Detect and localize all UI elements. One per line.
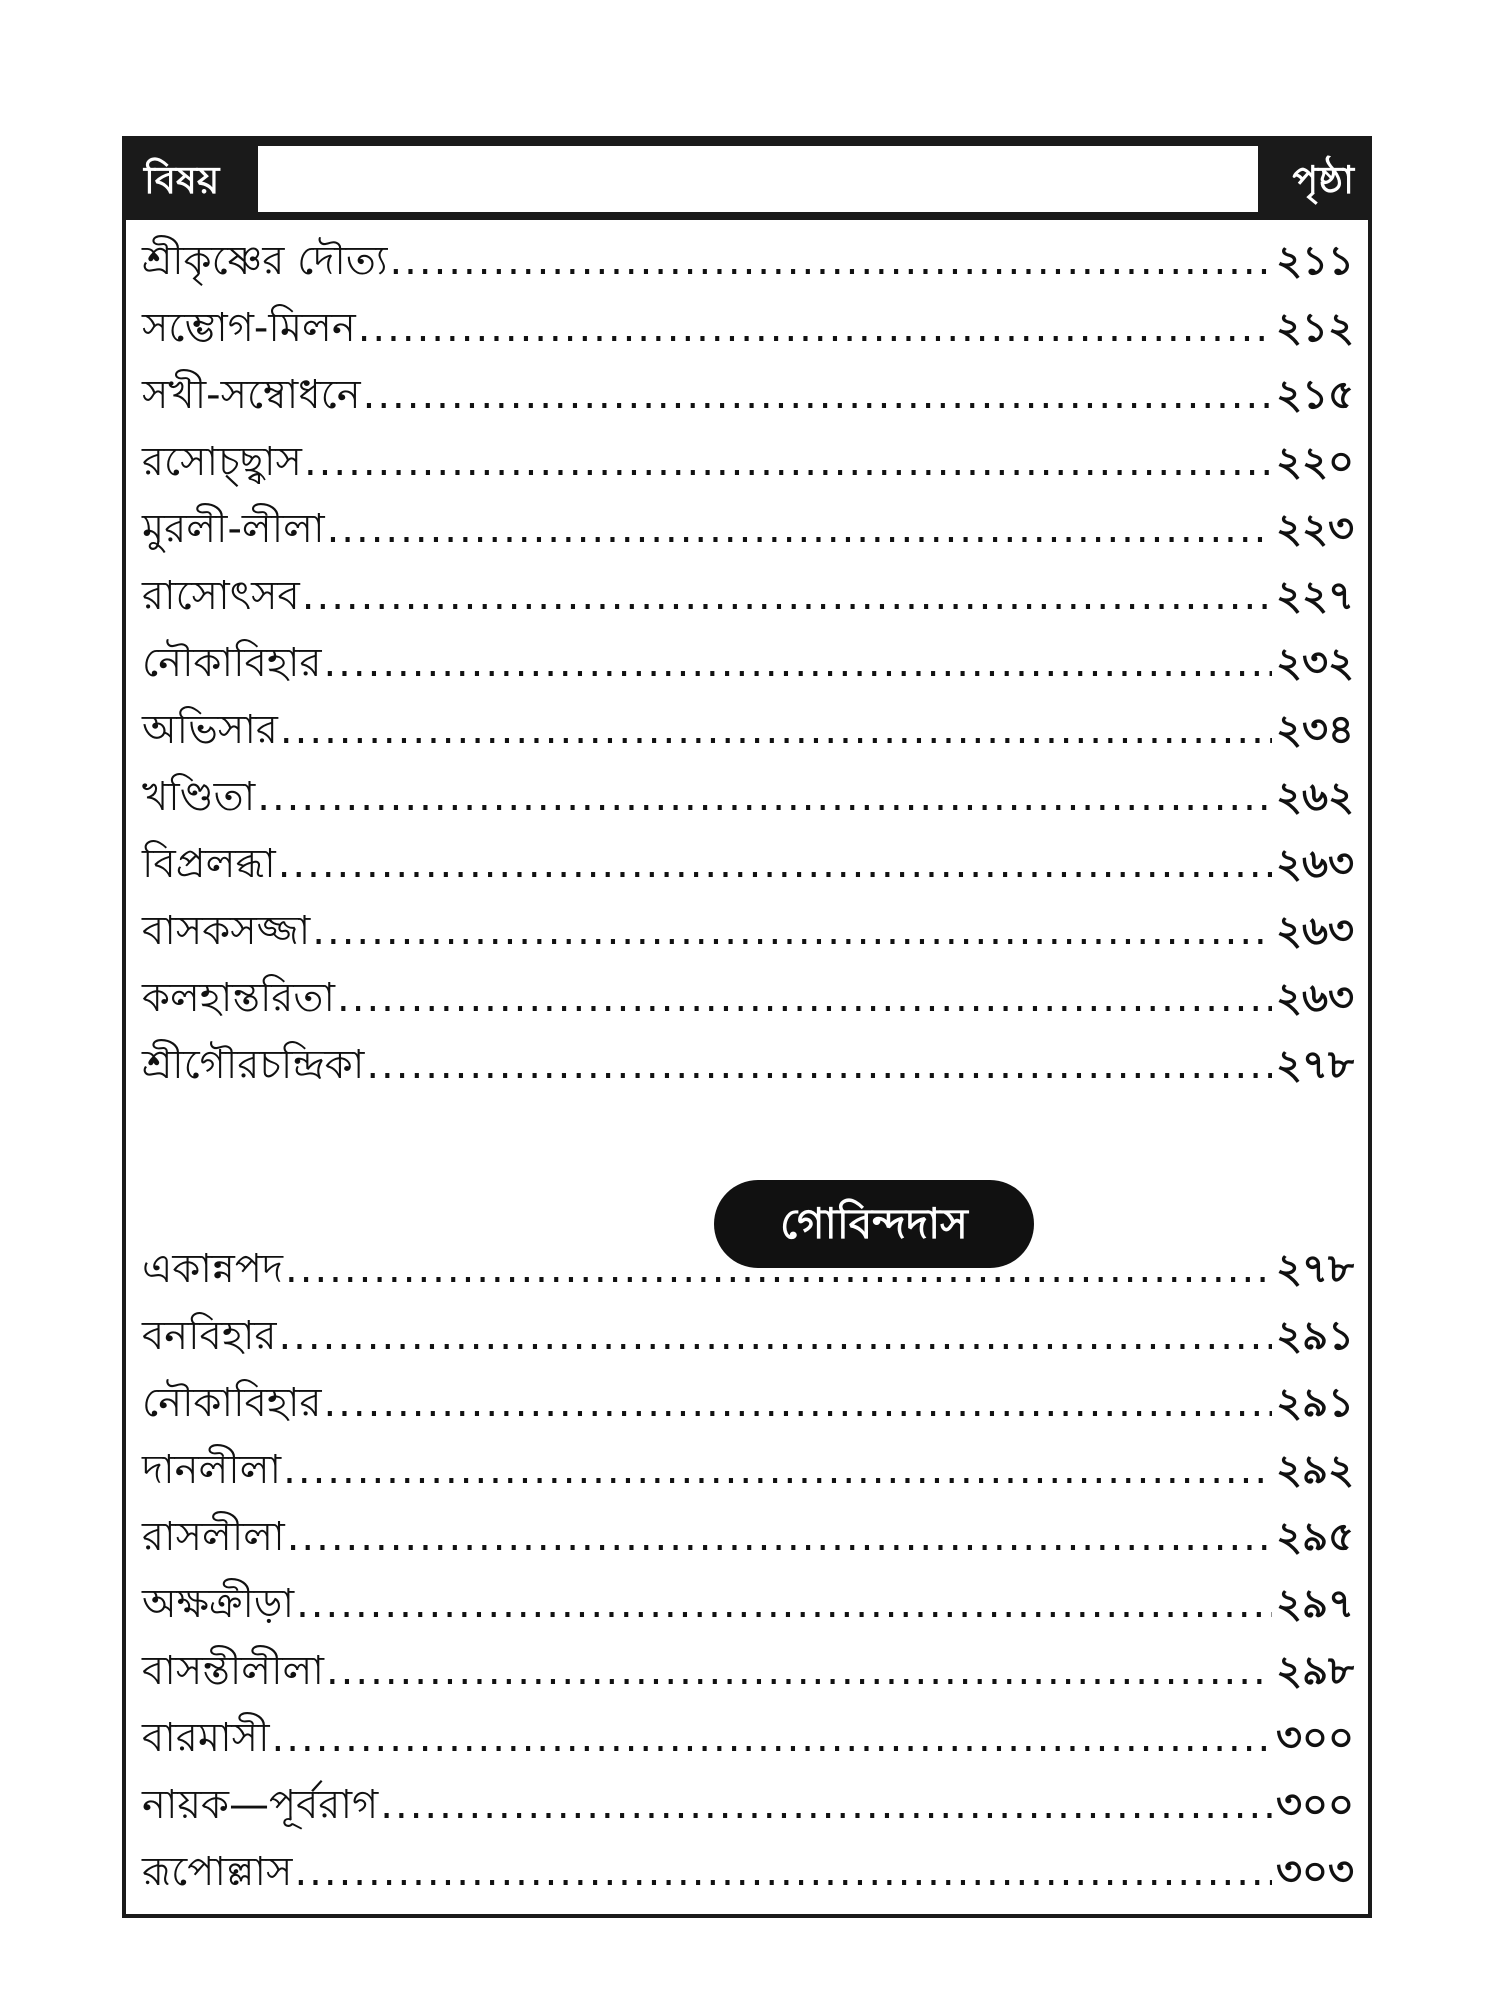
dot-leader: [283, 1437, 1272, 1504]
toc-entry-title: নৌকাবিহার: [142, 1380, 322, 1426]
toc-entry-title: অভিসার: [142, 707, 278, 753]
toc-entry-title: নৌকাবিহার: [142, 640, 322, 686]
dot-leader: [327, 496, 1272, 563]
dot-leader: [323, 630, 1272, 697]
toc-entry: [142, 1638, 1354, 1705]
toc-entry-page: ২৩৪: [1276, 707, 1354, 753]
toc-entry: [142, 1437, 1354, 1504]
toc-entry-title: রাসলীলা: [142, 1514, 285, 1560]
toc-list-section-two: [142, 1236, 1354, 1906]
toc-entry-page: ২৬৩: [1275, 975, 1354, 1021]
toc-entry-page: ২২৭: [1275, 573, 1354, 619]
toc-entry: [142, 1571, 1354, 1638]
toc-entry-page: ২৯৭: [1276, 1581, 1354, 1627]
dot-leader: [358, 295, 1272, 362]
toc-entry-page: ৩০০: [1275, 1782, 1354, 1828]
toc-entry: [142, 429, 1354, 496]
toc-entry: [142, 764, 1354, 831]
toc-list-section-one: [142, 228, 1354, 1099]
toc-entry-title: রাসোৎসব: [142, 573, 300, 619]
toc-entry-title: বাসন্তীলীলা: [142, 1648, 324, 1694]
page-column-header: পৃষ্ঠা: [1292, 158, 1354, 202]
toc-entry: [142, 965, 1354, 1032]
toc-entry-title: মুরলী-লীলা: [142, 506, 325, 552]
dot-leader: [366, 1032, 1272, 1099]
toc-entry-title: দানলীলা: [142, 1447, 282, 1493]
toc-entry-page: ২৯১: [1276, 1380, 1354, 1426]
header-blank-panel: [258, 146, 1258, 212]
toc-entry-title: বিপ্রলব্ধা: [142, 841, 276, 887]
dot-leader: [389, 228, 1272, 295]
toc-entry: [142, 563, 1354, 630]
dot-leader: [278, 831, 1272, 898]
toc-entry-page: ২১৫: [1276, 372, 1354, 418]
toc-entry-page: ২৯৫: [1276, 1514, 1354, 1560]
toc-entry: [142, 295, 1354, 362]
section-heading-badge: গোবিন্দদাস: [714, 1180, 1034, 1268]
toc-entry: [142, 1504, 1354, 1571]
toc-entry-page: ২২৩: [1275, 506, 1354, 552]
toc-entry: [142, 1032, 1354, 1099]
toc-entry: [142, 362, 1354, 429]
toc-entry: [142, 1370, 1354, 1437]
toc-entry: [142, 831, 1354, 898]
dot-leader: [278, 1303, 1272, 1370]
dot-leader: [280, 697, 1272, 764]
toc-entry-title: রূপোল্লাস: [142, 1849, 293, 1895]
dot-leader: [363, 362, 1272, 429]
toc-entry-title: শ্রীগৌরচন্দ্রিকা: [142, 1042, 365, 1088]
toc-entry-title: শ্রীকৃষ্ণের দৌত্য: [142, 238, 388, 284]
toc-entry-title: সম্ভোগ-মিলন: [142, 305, 356, 351]
dot-leader: [287, 1504, 1272, 1571]
toc-entry-title: কলহান্তরিতা: [142, 975, 336, 1021]
toc-entry-page: ২৯৮: [1276, 1648, 1354, 1694]
toc-entry-page: ২৯২: [1276, 1447, 1354, 1493]
toc-entry: [142, 496, 1354, 563]
toc-entry: [142, 1303, 1354, 1370]
toc-entry-page: ২৯১: [1276, 1313, 1354, 1359]
toc-entry-title: অক্ষক্রীড়া: [142, 1581, 295, 1627]
toc-entry-page: ২৬২: [1275, 774, 1354, 820]
toc-entry-page: ২৭৮: [1276, 1246, 1354, 1292]
dot-leader: [323, 1370, 1272, 1437]
dot-leader: [304, 429, 1272, 496]
dot-leader: [257, 764, 1272, 831]
toc-entry-page: ২৭৮: [1276, 1042, 1354, 1088]
toc-entry: [142, 898, 1354, 965]
toc-entry-page: ২৬৩: [1275, 908, 1354, 954]
toc-entry-page: ২৩২: [1275, 640, 1354, 686]
toc-entry-page: ২৬৩: [1275, 841, 1354, 887]
toc-entry: [142, 630, 1354, 697]
toc-entry: [142, 228, 1354, 295]
table-of-contents: [122, 136, 1372, 1918]
dot-leader: [294, 1839, 1272, 1906]
toc-entry: [142, 697, 1354, 764]
dot-leader: [337, 965, 1272, 1032]
toc-entry-page: ২১১: [1276, 238, 1354, 284]
toc-entry: [142, 1236, 1354, 1303]
toc-entry-title: বাসকসজ্জা: [142, 908, 311, 954]
toc-entry: [142, 1705, 1354, 1772]
toc-entry-title: নায়ক—পূর্বরাগ: [142, 1782, 379, 1828]
dot-leader: [380, 1772, 1272, 1839]
toc-entry-title: একান্নপদ: [142, 1246, 284, 1292]
toc-entry-page: ২১২: [1276, 305, 1354, 351]
dot-leader: [296, 1571, 1272, 1638]
dot-leader: [312, 898, 1272, 965]
toc-entry-title: বনবিহার: [142, 1313, 277, 1359]
dot-leader: [272, 1705, 1272, 1772]
dot-leader: [302, 563, 1272, 630]
toc-entry-page: ৩০৩: [1275, 1849, 1354, 1895]
toc-entry-page: ২২০: [1275, 439, 1354, 485]
toc-entry-title: সখী-সম্বোধনে: [142, 372, 361, 418]
toc-entry-title: খণ্ডিতা: [142, 774, 256, 820]
toc-entry: [142, 1839, 1354, 1906]
toc-header-bar: [126, 140, 1368, 220]
toc-entry-title: রসোচ্ছ্বাস: [142, 439, 302, 485]
toc-entry-title: বারমাসী: [142, 1715, 270, 1761]
toc-entry: [142, 1772, 1354, 1839]
subject-column-header: বিষয়: [144, 158, 220, 202]
dot-leader: [326, 1638, 1272, 1705]
toc-entry-page: ৩০০: [1275, 1715, 1354, 1761]
dot-leader: [285, 1236, 1272, 1303]
